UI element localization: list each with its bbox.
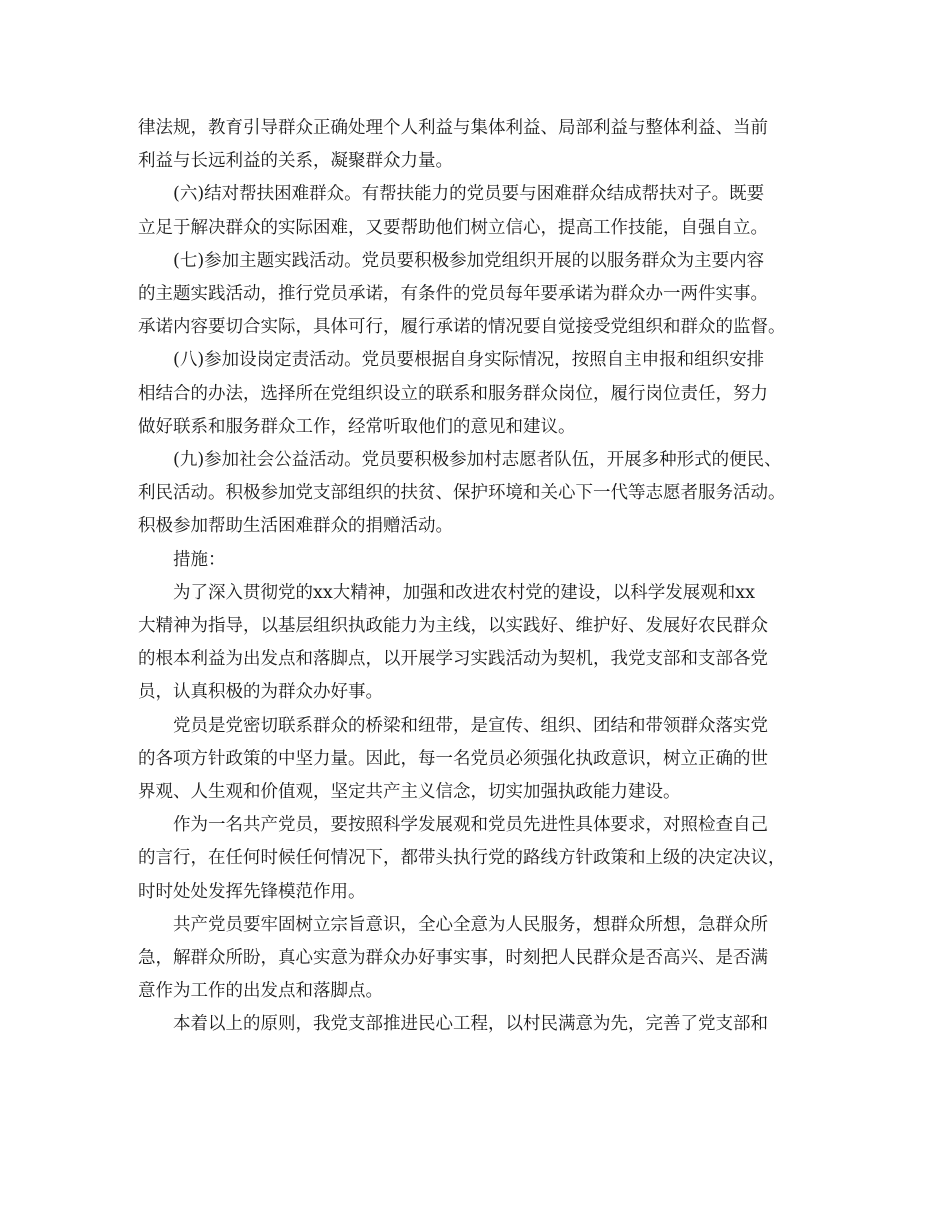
paragraph-measures-intro: 为了深入贯彻党的xx大精神，加强和改进农村党的建设，以科学发展观和xx 大精神为指导，以基层组织执政能力为主线，以实践好、维护好、发展好农民群众 的根本利益为出发点和落脚点，以开展学习实践活动为契机，我党支部和支部各党 员，认真积极的为群众办好事。 — [138, 582, 768, 703]
paragraph-principles: 本着以上的原则，我党支部推进民心工程，以村民满意为先，完善了党支部和 — [138, 1014, 768, 1035]
paragraph-item-6: (六)结对帮扶困难群众。有帮扶能力的党员要与困难群众结成帮扶对子。既要 立足于解决群众的实际困难，又要帮助他们树立信心，提高工作技能，自强自立。 — [138, 184, 768, 238]
paragraph-party-members: 党员是党密切联系群众的桥梁和纽带，是宣传、组织、团结和带领群众落实党 的各项方针政策的中坚力量。因此，每一名党员必须强化执政意识，树立正确的世 界观、人生观和价值观，坚定共产主义信念，切实加强执政能力建设。 — [138, 715, 768, 803]
section-heading-measures: 措施： — [138, 549, 226, 570]
paragraph-continuation: 律法规，教育引导群众正确处理个人利益与集体利益、局部利益与整体利益、当前 利益与长远利益的关系，凝聚群众力量。 — [138, 118, 768, 172]
paragraph-item-8: (八)参加设岗定责活动。党员要根据自身实际情况，按照自主申报和组织安排 相结合的办法，选择所在党组织设立的联系和服务群众岗位，履行岗位责任，努力 做好联系和服务群众工作，经常听取他们的意见和建议。 — [138, 350, 768, 437]
paragraph-purpose-awareness: 共产党员要牢固树立宗旨意识，全心全意为人民服务，想群众所想，急群众所 急，解群众所盼，真心实意为群众办好事实事，时刻把人民群众是否高兴、是否满 意作为工作的出发点和落脚点。 — [138, 914, 768, 1002]
paragraph-as-party-member: 作为一名共产党员，要按照科学发展观和党员先进性具体要求，对照检查自己 的言行，在任何时候任何情况下，都带头执行党的路线方针政策和上级的决定决议， 时时处处发挥先锋模范作用。 — [138, 815, 786, 902]
paragraph-item-9: (九)参加社会公益活动。党员要积极参加村志愿者队伍，开展多种形式的便民、 利民活动。积极参加党支部组织的扶贫、保护环境和关心下一代等志愿者服务活动。 积极参加帮助生活困难群众的捐赠活动。 — [138, 450, 786, 537]
paragraph-item-7: (七)参加主题实践活动。党员要积极参加党组织开展的以服务群众为主要内容 的主题实践活动，推行党员承诺，有条件的党员每年要承诺为群众办一两件实事。 承诺内容要切合实际，具体可行，履行承诺的情况要自觉接受党组织和群众的监督。 — [138, 250, 786, 338]
document-body — [138, 112, 818, 1042]
